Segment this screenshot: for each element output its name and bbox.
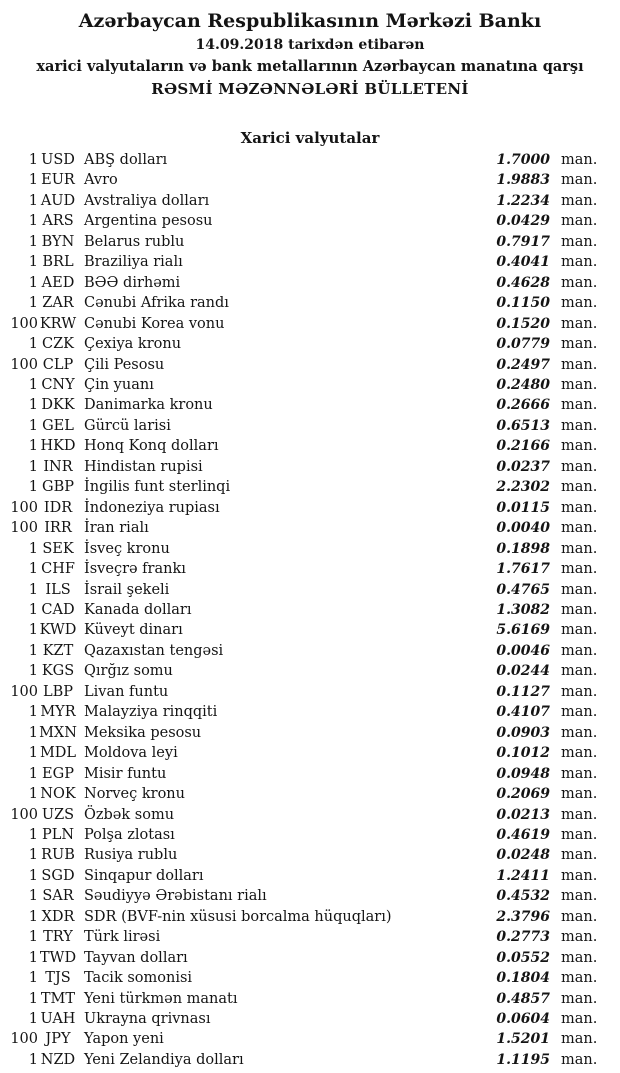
unit-cell: man. [561, 295, 598, 312]
quantity-cell: 1 [28, 867, 38, 884]
table-row [0, 764, 620, 784]
currency-name-cell: Polşa zlotası [84, 826, 175, 843]
currency-code-cell: MXN [39, 724, 77, 741]
currency-code-cell: IDR [43, 499, 73, 516]
table-row [0, 395, 620, 415]
currency-code-cell: ILS [45, 581, 71, 598]
quantity-cell: 1 [28, 233, 38, 250]
rate-cell: 0.0237 [496, 458, 550, 475]
quantity-cell: 100 [10, 806, 38, 823]
table-row [0, 989, 620, 1009]
quantity-cell: 1 [28, 376, 38, 393]
rate-cell: 1.7617 [496, 561, 550, 578]
currency-name-cell: Çili Pesosu [84, 356, 165, 373]
rate-cell: 0.0248 [496, 847, 550, 864]
rate-cell: 1.7000 [496, 152, 550, 168]
currency-name-cell: İsrail şekeli [84, 581, 170, 598]
unit-cell: man. [561, 806, 598, 823]
unit-cell: man. [561, 970, 598, 987]
quantity-cell: 1 [28, 213, 38, 230]
table-row [0, 784, 620, 804]
currency-name-cell: Misir funtu [84, 765, 167, 782]
unit-cell: man. [561, 847, 598, 864]
currency-name-cell: Danimarka kronu [84, 397, 213, 414]
currency-name-cell: Çin yuanı [84, 376, 154, 393]
unit-cell: man. [561, 540, 598, 557]
currency-code-cell: CZK [41, 336, 74, 353]
currency-code-cell: IRR [44, 520, 72, 537]
quantity-cell: 1 [28, 152, 38, 168]
currency-name-cell: Argentina pesosu [84, 213, 213, 230]
currency-code-cell: DKK [41, 397, 75, 414]
currency-code-cell: CNY [41, 376, 75, 393]
currency-name-cell: Yeni türkmən manatı [84, 990, 238, 1007]
currency-code-cell: TWD [39, 949, 77, 966]
unit-cell: man. [561, 826, 598, 843]
rate-cell: 0.0903 [496, 724, 550, 741]
currency-code-cell: KWD [39, 622, 77, 639]
currency-code-cell: MYR [40, 704, 76, 721]
rate-cell: 0.0948 [496, 765, 550, 782]
effective-date-line: 14.09.2018 tarixdən etibarən [195, 37, 425, 53]
rate-cell: 1.9883 [496, 172, 550, 189]
rate-cell: 5.6169 [496, 622, 550, 639]
quantity-cell: 1 [28, 908, 38, 925]
currency-name-cell: Tacik somonisi [84, 970, 193, 987]
quantity-cell: 1 [28, 336, 38, 353]
unit-cell: man. [561, 908, 598, 925]
table-row [0, 559, 620, 579]
rate-cell: 1.3082 [496, 601, 550, 618]
rate-cell: 0.0244 [496, 663, 550, 680]
quantity-cell: 1 [28, 724, 38, 741]
unit-cell: man. [561, 990, 598, 1007]
rate-cell: 0.1012 [496, 745, 550, 762]
currency-code-cell: BRL [42, 254, 74, 271]
rate-cell: 0.0552 [496, 949, 550, 966]
table-row [0, 968, 620, 988]
currency-name-cell: Livan funtu [84, 683, 169, 700]
quantity-cell: 1 [28, 1051, 38, 1068]
rate-cell: 0.4107 [496, 704, 550, 721]
quantity-cell: 1 [28, 765, 38, 782]
unit-cell: man. [561, 356, 598, 373]
currency-name-cell: Norveç kronu [84, 786, 185, 803]
currency-code-cell: CAD [41, 601, 75, 618]
rate-cell: 0.1804 [496, 970, 550, 987]
unit-cell: man. [561, 765, 598, 782]
quantity-cell: 1 [28, 192, 38, 209]
table-row [0, 436, 620, 456]
table-row [0, 866, 620, 886]
currency-code-cell: KGS [41, 663, 75, 680]
currency-name-cell: Küveyt dinarı [84, 622, 183, 639]
currency-name-cell: İsveç kronu [84, 540, 170, 557]
quantity-cell: 1 [28, 929, 38, 946]
currency-name-cell: Kanada dolları [84, 601, 192, 618]
unit-cell: man. [561, 622, 598, 639]
currency-name-cell: Qazaxıstan tengəsi [84, 642, 224, 659]
currency-code-cell: BYN [41, 233, 75, 250]
table-row [0, 457, 620, 477]
unit-cell: man. [561, 172, 598, 189]
currency-name-cell: Avro [84, 172, 118, 189]
currency-code-cell: SGD [41, 867, 75, 884]
unit-cell: man. [561, 233, 598, 250]
currency-name-cell: İndoneziya rupiası [84, 499, 220, 516]
currency-name-cell: Özbək somu [84, 806, 175, 823]
quantity-cell: 1 [28, 479, 38, 496]
table-row [0, 150, 620, 170]
unit-cell: man. [561, 499, 598, 516]
unit-cell: man. [561, 745, 598, 762]
quantity-cell: 100 [10, 356, 38, 373]
quantity-cell: 1 [28, 601, 38, 618]
currency-name-cell: Cənubi Afrika randı [84, 295, 229, 312]
unit-cell: man. [561, 561, 598, 578]
table-row [0, 539, 620, 559]
quantity-cell: 100 [10, 1031, 38, 1048]
currency-code-cell: LBP [42, 683, 74, 700]
table-row [0, 845, 620, 865]
currency-name-cell: Türk lirəsi [84, 929, 161, 946]
unit-cell: man. [561, 1051, 598, 1068]
table-row [0, 702, 620, 722]
rate-cell: 0.1150 [496, 295, 550, 312]
table-row [0, 805, 620, 825]
table-row [0, 232, 620, 252]
unit-cell: man. [561, 152, 598, 168]
rate-cell: 0.1898 [496, 540, 550, 557]
currency-name-cell: Braziliya rialı [84, 254, 183, 271]
currency-name-cell: BƏƏ dirhəmi [84, 274, 181, 291]
table-row [0, 273, 620, 293]
quantity-cell: 1 [28, 826, 38, 843]
currency-code-cell: KZT [42, 642, 74, 659]
unit-cell: man. [561, 397, 598, 414]
unit-cell: man. [561, 438, 598, 455]
currency-name-cell: Qırğız somu [84, 663, 173, 680]
currency-name-cell: Moldova leyi [84, 745, 178, 762]
currency-name-cell: Meksika pesosu [84, 724, 202, 741]
quantity-cell: 1 [28, 663, 38, 680]
table-row [0, 1029, 620, 1049]
currency-name-cell: Honq Konq dolları [84, 438, 219, 455]
currency-code-cell: UAH [40, 1011, 76, 1028]
table-row [0, 252, 620, 272]
currency-name-cell: Malayziya rinqqiti [84, 704, 218, 721]
quantity-cell: 1 [28, 540, 38, 557]
rate-cell: 0.4532 [496, 888, 550, 905]
rate-cell: 0.0429 [496, 213, 550, 230]
quantity-cell: 1 [28, 888, 38, 905]
unit-cell: man. [561, 315, 598, 332]
unit-cell: man. [561, 254, 598, 271]
rate-cell: 0.4765 [496, 581, 550, 598]
unit-cell: man. [561, 336, 598, 353]
currency-code-cell: UZS [41, 806, 75, 823]
quantity-cell: 1 [28, 581, 38, 598]
rate-cell: 0.0115 [496, 499, 550, 516]
currency-code-cell: ZAR [42, 295, 74, 312]
currency-name-cell: Avstraliya dolları [84, 192, 210, 209]
currency-code-cell: CHF [41, 561, 75, 578]
currency-code-cell: MDL [39, 745, 77, 762]
rate-cell: 2.2302 [496, 479, 550, 496]
table-row [0, 661, 620, 681]
table-row [0, 743, 620, 763]
unit-cell: man. [561, 581, 598, 598]
unit-cell: man. [561, 642, 598, 659]
unit-cell: man. [561, 601, 598, 618]
currency-name-cell: Ukrayna qrivnası [84, 1011, 211, 1028]
table-row [0, 293, 620, 313]
unit-cell: man. [561, 663, 598, 680]
rate-cell: 0.4619 [496, 826, 550, 843]
quantity-cell: 1 [28, 786, 38, 803]
quantity-cell: 1 [28, 458, 38, 475]
rate-cell: 0.0040 [496, 520, 550, 537]
table-row [0, 927, 620, 947]
bank-name: Azərbaycan Respublikasının Mərkəzi Bankı [78, 10, 542, 32]
currency-code-cell: HKD [40, 438, 76, 455]
table-row [0, 334, 620, 354]
currency-code-cell: KRW [39, 315, 77, 332]
table-row [0, 580, 620, 600]
rate-cell: 0.1520 [496, 315, 550, 332]
quantity-cell: 1 [28, 274, 38, 291]
currency-name-cell: Belarus rublu [84, 233, 185, 250]
table-row [0, 191, 620, 211]
rate-cell: 0.4857 [496, 990, 550, 1007]
table-row [0, 886, 620, 906]
bulletin-title: RƏSMİ MƏZƏNNƏLƏRİ BÜLLETENİ [151, 80, 469, 98]
currency-code-cell: CLP [42, 356, 74, 373]
currency-code-cell: EGP [42, 765, 74, 782]
currency-name-cell: İngilis funt sterlinqi [84, 479, 231, 496]
unit-cell: man. [561, 520, 598, 537]
currency-name-cell: Sinqapur dolları [84, 867, 204, 884]
currency-code-cell: ARS [42, 213, 74, 230]
rate-cell: 0.2497 [496, 356, 550, 373]
table-row [0, 907, 620, 927]
currency-name-cell: Çexiya kronu [84, 336, 182, 353]
currency-name-cell: Gürcü larisi [84, 417, 171, 434]
rate-cell: 0.0604 [496, 1011, 550, 1028]
quantity-cell: 1 [28, 1011, 38, 1028]
currency-name-cell: İsveçrə frankı [84, 561, 186, 578]
rate-cell: 0.1127 [496, 683, 550, 700]
rates-table [0, 150, 620, 1070]
currency-code-cell: USD [41, 152, 75, 168]
table-row [0, 825, 620, 845]
rate-cell: 2.3796 [496, 908, 550, 925]
quantity-cell: 1 [28, 438, 38, 455]
quantity-cell: 1 [28, 295, 38, 312]
currency-name-cell: Yeni Zelandiya dolları [84, 1051, 244, 1068]
currency-code-cell: TMT [40, 990, 76, 1007]
quantity-cell: 1 [28, 642, 38, 659]
table-row [0, 498, 620, 518]
table-row [0, 682, 620, 702]
quantity-cell: 1 [28, 561, 38, 578]
unit-cell: man. [561, 274, 598, 291]
table-row [0, 477, 620, 497]
currency-name-cell: Rusiya rublu [84, 847, 178, 864]
rate-cell: 0.2480 [496, 376, 550, 393]
quantity-cell: 1 [28, 417, 38, 434]
subject-line: xarici valyutaların və bank metallarının Azərbaycan manatına qarşı [36, 58, 584, 75]
unit-cell: man. [561, 417, 598, 434]
quantity-cell: 1 [28, 704, 38, 721]
unit-cell: man. [561, 704, 598, 721]
currency-name-cell: ABŞ dolları [84, 152, 168, 168]
unit-cell: man. [561, 1011, 598, 1028]
rate-cell: 0.7917 [496, 233, 550, 250]
unit-cell: man. [561, 949, 598, 966]
currency-code-cell: XDR [41, 908, 75, 925]
currency-name-cell: Cənubi Korea vonu [84, 315, 225, 332]
quantity-cell: 1 [28, 172, 38, 189]
unit-cell: man. [561, 683, 598, 700]
document-header [0, 0, 620, 150]
unit-cell: man. [561, 929, 598, 946]
quantity-cell: 1 [28, 622, 38, 639]
rate-cell: 0.4041 [496, 254, 550, 271]
rate-cell: 1.2411 [496, 867, 550, 884]
currency-name-cell: Tayvan dolları [84, 949, 188, 966]
unit-cell: man. [561, 213, 598, 230]
currency-name-cell: İran rialı [84, 520, 149, 537]
quantity-cell: 1 [28, 254, 38, 271]
currency-code-cell: GBP [42, 479, 74, 496]
currency-code-cell: TJS [45, 970, 71, 987]
currency-code-cell: INR [43, 458, 73, 475]
table-row [0, 170, 620, 190]
table-row [0, 948, 620, 968]
quantity-cell: 1 [28, 745, 38, 762]
unit-cell: man. [561, 376, 598, 393]
rate-cell: 0.4628 [496, 274, 550, 291]
table-row [0, 641, 620, 661]
table-row [0, 1009, 620, 1029]
table-row [0, 1050, 620, 1070]
currency-code-cell: SEK [42, 540, 74, 557]
rate-cell: 0.0046 [496, 642, 550, 659]
rate-cell: 0.0213 [496, 806, 550, 823]
unit-cell: man. [561, 479, 598, 496]
currency-code-cell: EUR [41, 172, 75, 189]
unit-cell: man. [561, 724, 598, 741]
table-row [0, 600, 620, 620]
currency-code-cell: NZD [40, 1051, 76, 1068]
currency-code-cell: RUB [41, 847, 75, 864]
currency-code-cell: PLN [41, 826, 75, 843]
table-row [0, 355, 620, 375]
table-row [0, 620, 620, 640]
currency-code-cell: GEL [42, 417, 74, 434]
unit-cell: man. [561, 888, 598, 905]
quantity-cell: 1 [28, 949, 38, 966]
rate-cell: 0.6513 [496, 417, 550, 434]
quantity-cell: 1 [28, 990, 38, 1007]
currency-name-cell: Hindistan rupisi [84, 458, 203, 475]
rate-cell: 0.2166 [496, 438, 550, 455]
table-row [0, 723, 620, 743]
table-row [0, 211, 620, 231]
unit-cell: man. [561, 867, 598, 884]
currency-name-cell: Yapon yeni [84, 1031, 164, 1048]
quantity-cell: 100 [10, 683, 38, 700]
currency-name-cell: Səudiyyə Ərəbistanı rialı [84, 888, 267, 905]
table-row [0, 375, 620, 395]
unit-cell: man. [561, 458, 598, 475]
rate-cell: 1.5201 [496, 1031, 550, 1048]
quantity-cell: 100 [10, 315, 38, 332]
unit-cell: man. [561, 786, 598, 803]
currency-code-cell: AUD [40, 192, 76, 209]
table-row [0, 518, 620, 538]
currency-code-cell: NOK [40, 786, 76, 803]
currency-code-cell: JPY [45, 1031, 71, 1048]
rate-cell: 0.2773 [496, 929, 550, 946]
currency-code-cell: AED [41, 274, 75, 291]
currency-code-cell: TRY [43, 929, 73, 946]
quantity-cell: 100 [10, 520, 38, 537]
rate-cell: 0.2069 [496, 786, 550, 803]
quantity-cell: 1 [28, 397, 38, 414]
currency-name-cell: SDR (BVF-nin xüsusi borcalma hüquqları) [84, 908, 392, 925]
quantity-cell: 100 [10, 499, 38, 516]
unit-cell: man. [561, 192, 598, 209]
rate-cell: 0.2666 [496, 397, 550, 414]
currency-code-cell: SAR [42, 888, 74, 905]
table-row [0, 416, 620, 436]
rate-cell: 0.0779 [496, 336, 550, 353]
unit-cell: man. [561, 1031, 598, 1048]
quantity-cell: 1 [28, 847, 38, 864]
rate-cell: 1.1195 [496, 1051, 550, 1068]
quantity-cell: 1 [28, 970, 38, 987]
rate-cell: 1.2234 [496, 192, 550, 209]
section-title-foreign-currencies: Xarici valyutalar [240, 129, 380, 147]
table-row [0, 314, 620, 334]
